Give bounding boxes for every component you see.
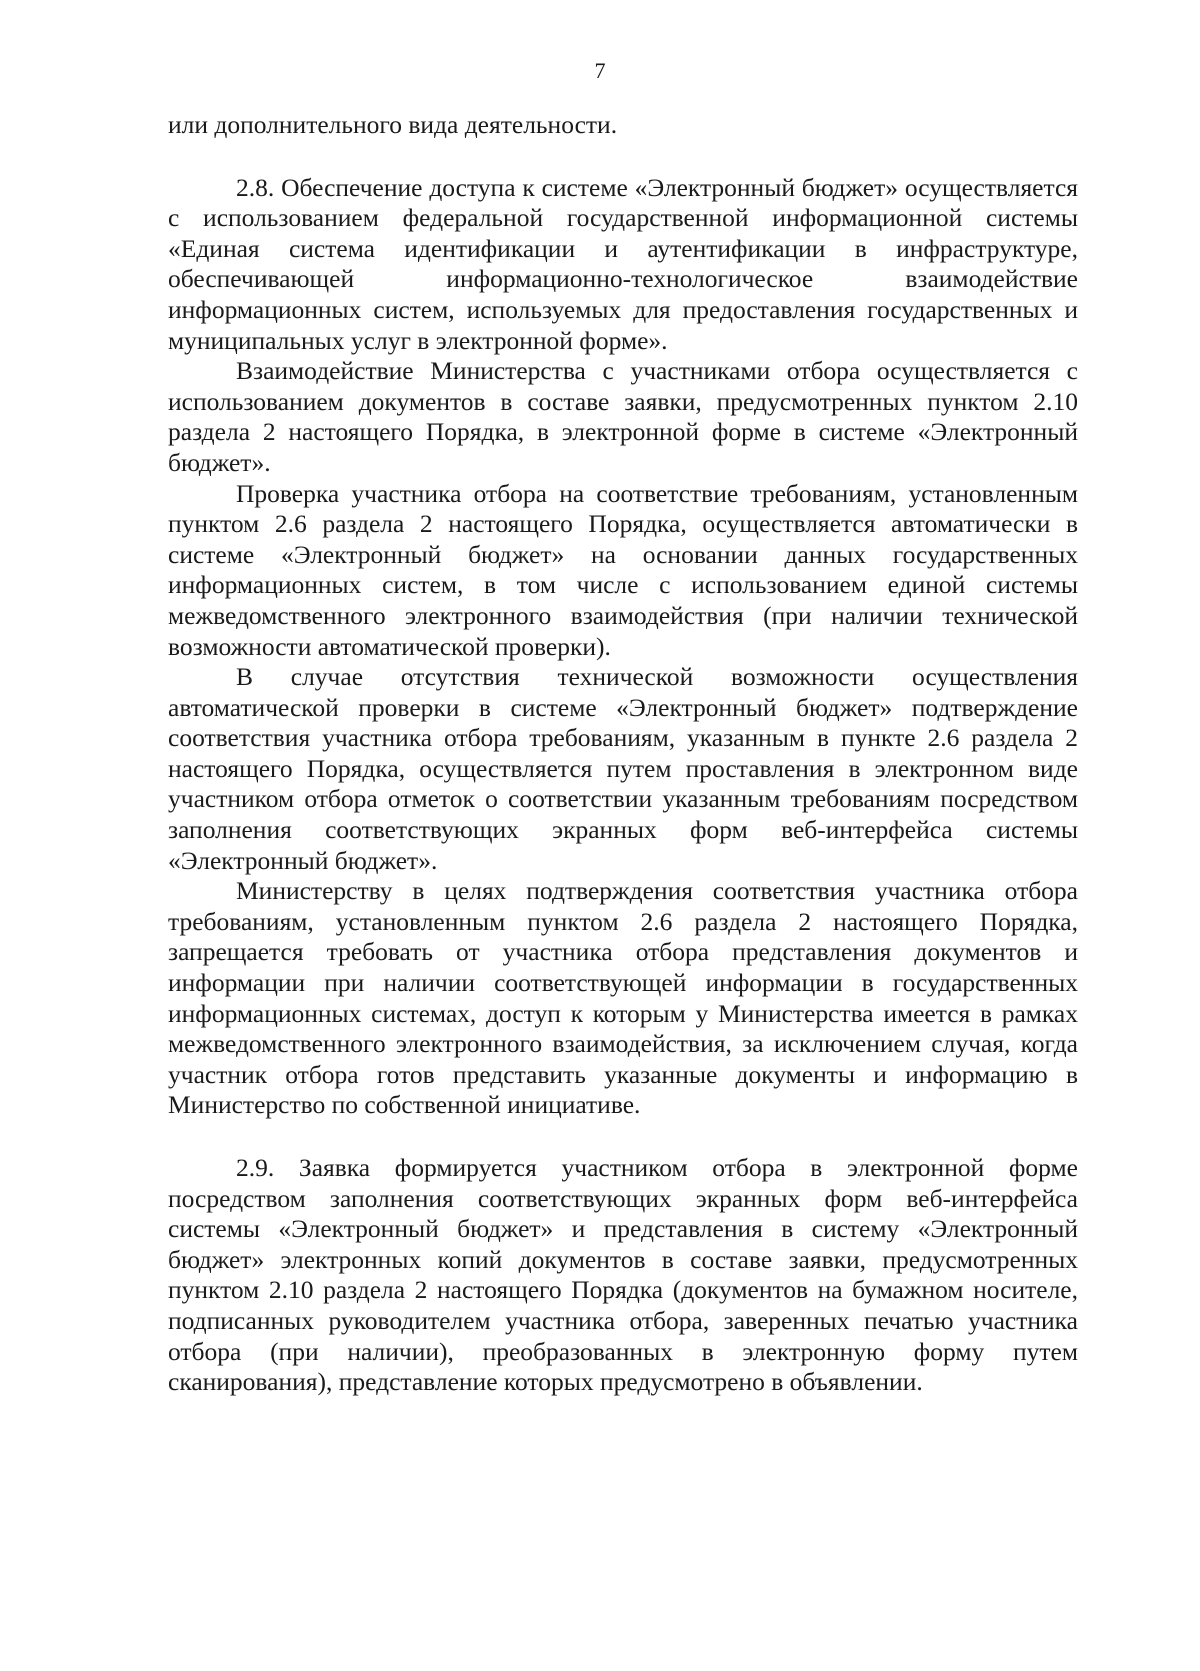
paragraph-2-9: 2.9. Заявка формируется участником отбора в электронной форме посредством заполнения соответствующих экранных форм веб-интерфейса системы «Электронный бюджет» и представления в систему «Электронный бюджет» электронных копий документов в составе заявки, предусмотренных пунктом 2.10 раздела 2 настоящего Порядка (документов на бумажном носителе, подписанных руководителем участника отбора, заверенных печатью участника отбора (при наличии), преобразованных в электронную форму путем сканирования), представление которых предусмотрено в объявлении. xyxy=(168,1153,1078,1397)
paragraph-2-8: 2.8. Обеспечение доступа к системе «Электронный бюджет» осуществляется с использованием федеральной государственной информационной системы «Единая система идентификации и аутентификации в инфраструктуре, обеспечивающей информационно-технологическое взаимодействие информационных систем, используемых для предоставления государственных и муниципальных услуг в электронной форме». xyxy=(168,172,1078,355)
document-body xyxy=(168,110,1078,1398)
paragraph-ministry-prohibition: Министерству в целях подтверждения соответствия участника отбора требованиям, установленным пунктом 2.6 раздела 2 настоящего Порядка, запрещается требовать от участника отбора представления документов и информации при наличии соответствующей информации в государственных информационных системах, доступ к которым у Министерства имеется в рамках межведомственного электронного взаимодействия, за исключением случая, когда участник отбора готов представить указанные документы и информацию в Министерство по собственной инициативе. xyxy=(168,876,1078,1120)
paragraph-interaction: Взаимодействие Министерства с участниками отбора осуществляется с использованием документов в составе заявки, предусмотренных пунктом 2.10 раздела 2 настоящего Порядка, в электронной форме в системе «Электронный бюджет». xyxy=(168,356,1078,477)
page-number: 7 xyxy=(594,58,606,83)
paragraph-continuation: или дополнительного вида деятельности. xyxy=(168,110,618,139)
paragraph-verification: Проверка участника отбора на соответствие требованиям, установленным пунктом 2.6 раздела 2 настоящего Порядка, осуществляется автоматически в системе «Электронный бюджет» на основании данных государственных информационных систем, в том числе с использованием единой системы межведомственного электронного взаимодействия (при наличии технической возможности автоматической проверки). xyxy=(168,478,1078,661)
paragraph-no-technical-possibility: В случае отсутствия технической возможности осуществления автоматической проверки в системе «Электронный бюджет» подтверждение соответствия участника отбора требованиям, указанным в пункте 2.6 раздела 2 настоящего Порядка, осуществляется путем проставления в электронном виде участником отбора отметок о соответствии указанным требованиям посредством заполнения соответствующих экранных форм веб-интерфейса системы «Электронный бюджет». xyxy=(168,662,1078,875)
